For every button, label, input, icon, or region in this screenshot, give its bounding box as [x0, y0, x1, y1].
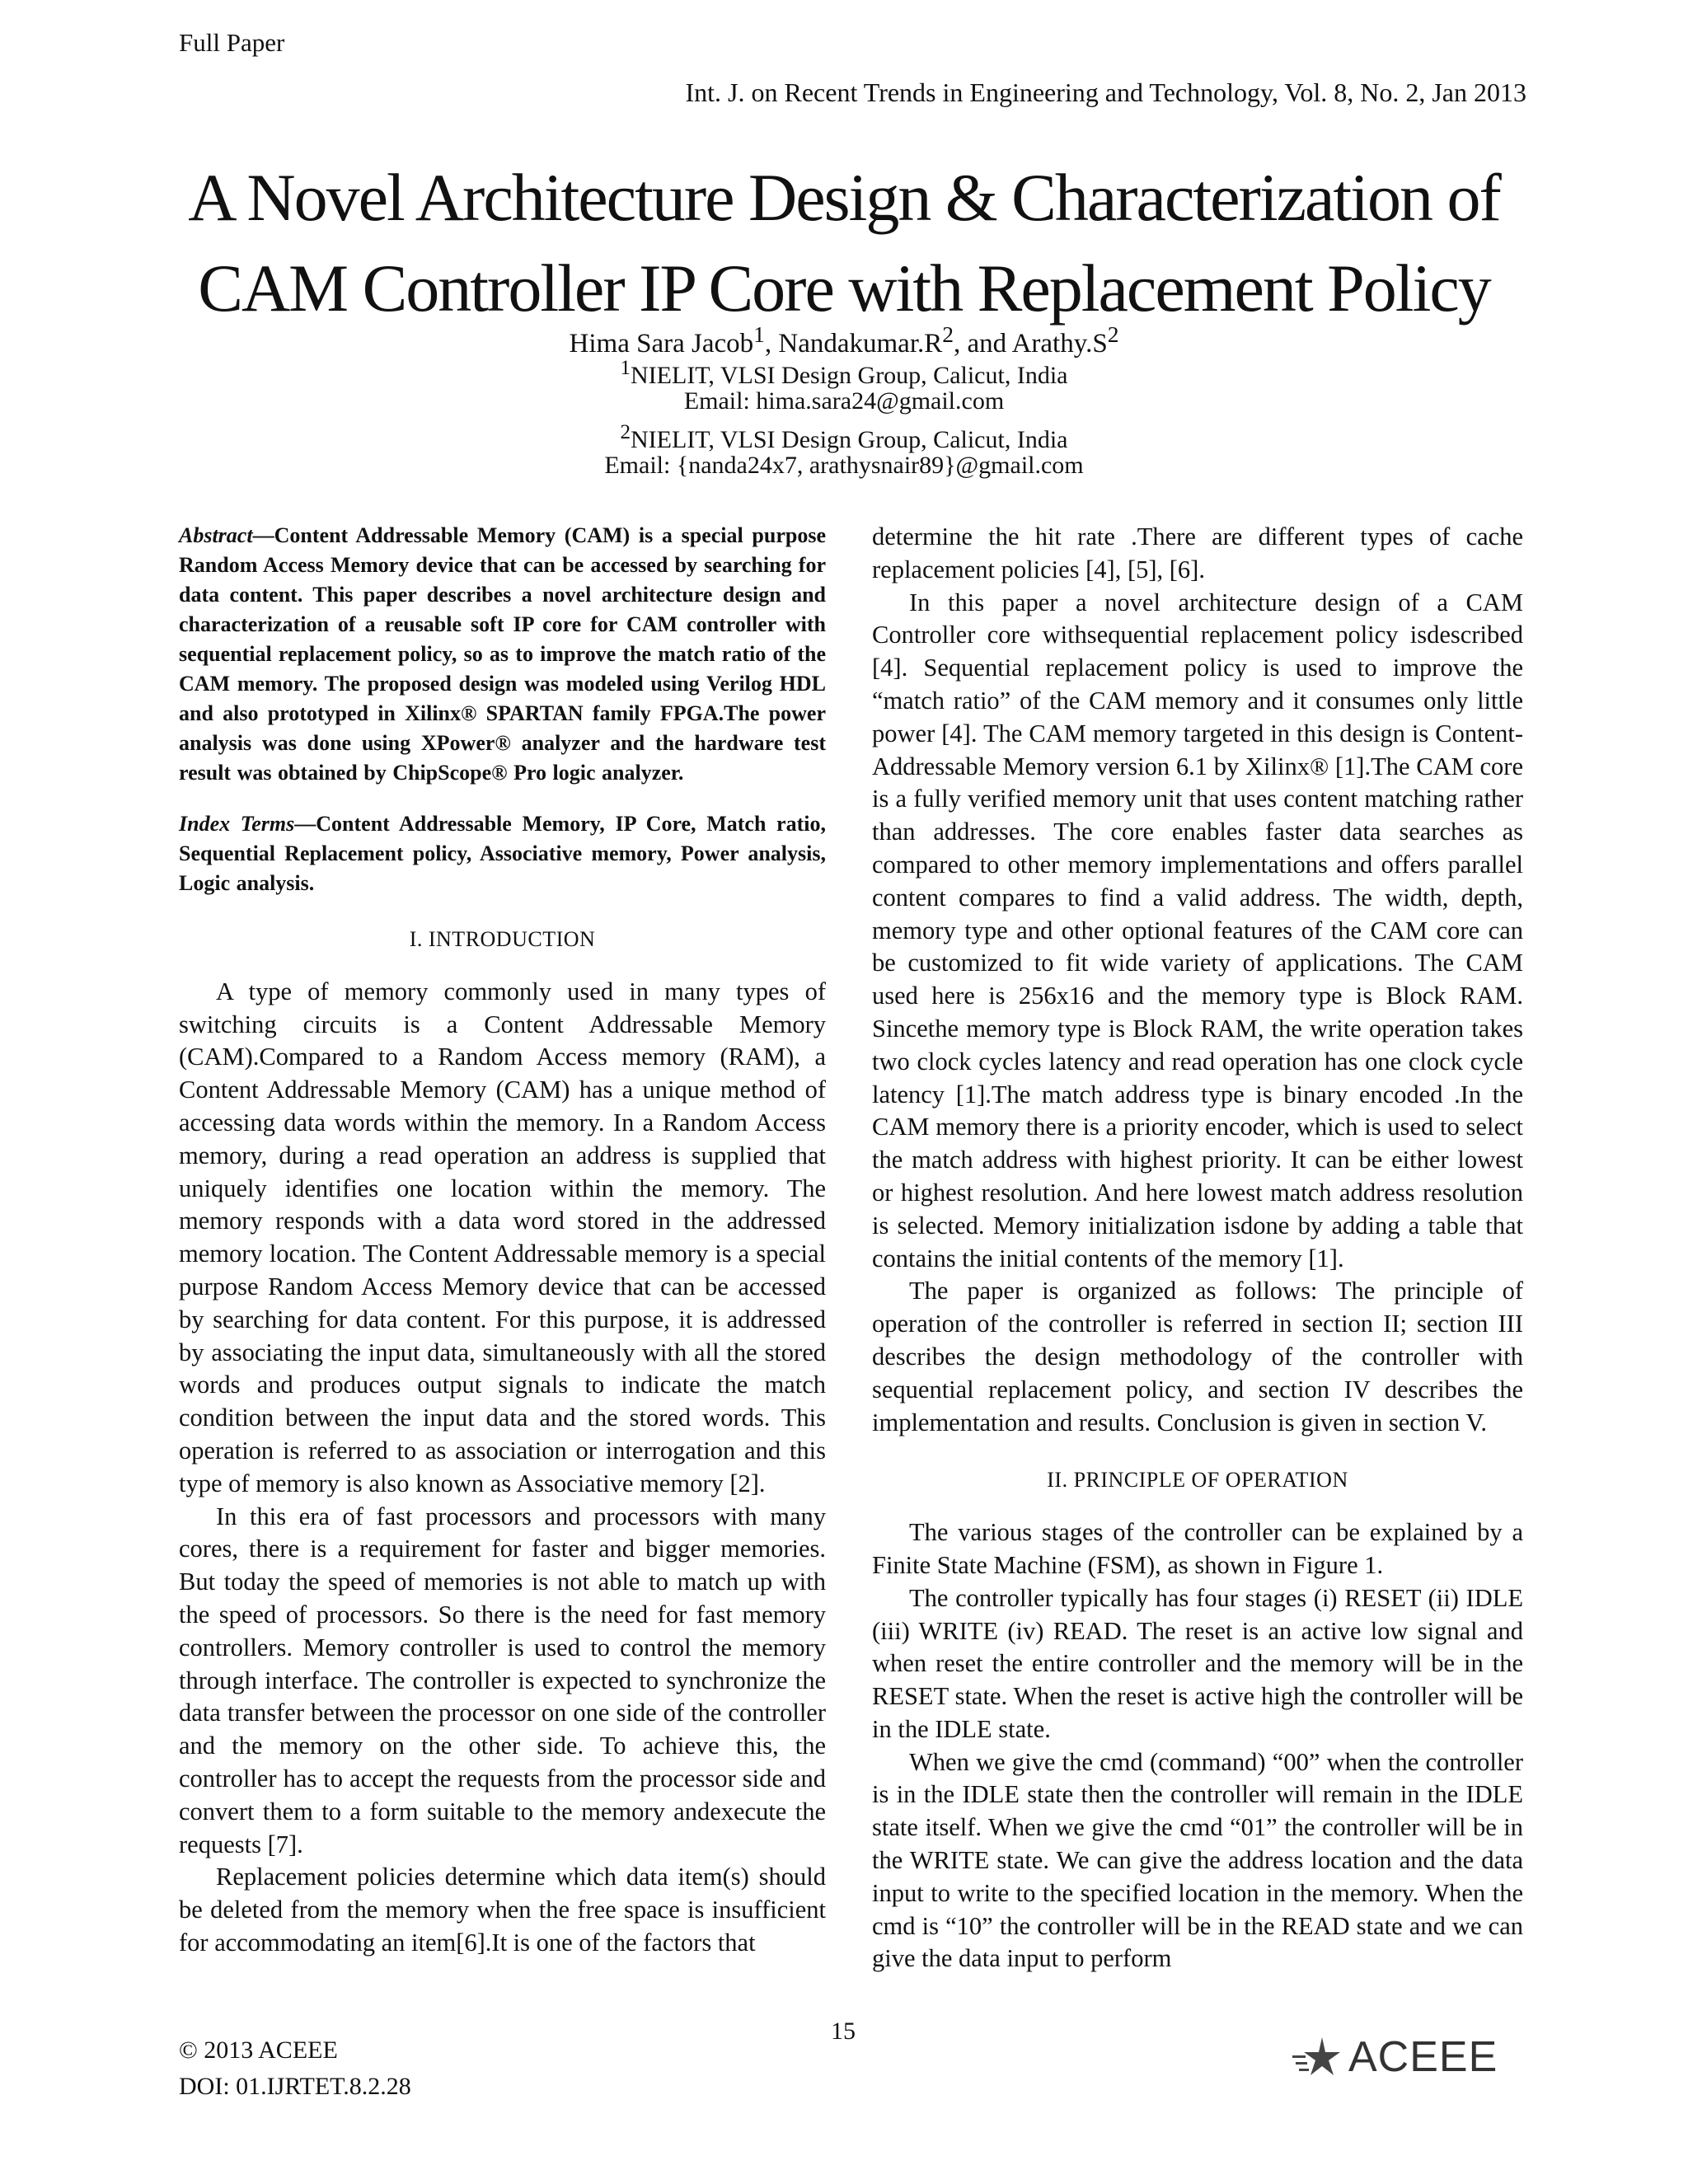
left-column [179, 521, 826, 1960]
section-1-title: NTRODUCTION [436, 927, 596, 951]
footer-info [179, 2032, 411, 2105]
section-1-num: I. I [409, 927, 437, 951]
intro-paragraph-4: In this paper a novel architecture design of a CAM Controller core withsequential replacement policy isdescribed [4]. Sequential replacement policy is used to improve the “match ratio” of the CAM memory and it consumes only little power [4]. The CAM memory targeted in this design is Content-Addressable Memory version 6.1 by Xilinx® [1].The CAM core is a fully verified memory unit that uses content matching rather than addresses. The core enables faster data searches as compared to other memory implementations and offers parallel content compares to find a valid address. The width, depth, memory type and other optional features of the CAM core can be customized to fit wide variety of applications. The CAM used here is 256x16 and the memory type is Block RAM. Sincethe memory type is Block RAM, the write operation takes two clock cycles latency and read operation has one clock cycle latency [1].The match address type is binary encoded .In the CAM memory there is a priority encoder, which is used to select the match address with highest priority. It can be either lowest or highest resolution. And here lowest match address resolution is selected. Memory initialization isdone by adding a table that contains the initial contents of the memory [1]. [872, 588, 1523, 1272]
title-line-2: CAM Controller IP Core with Replacement Policy [198, 251, 1490, 326]
affiliation-1-sup: 1 [620, 357, 631, 379]
abstract-lead: Abstract [179, 523, 253, 547]
author-1: Hima Sara Jacob [569, 329, 754, 359]
title-line-1: A Novel Architecture Design & Characterization of [188, 160, 1500, 235]
intro-paragraph-3: Replacement policies determine which data item(s) should be deleted from the memory when the free space is insufficient for accommodating an item[6].It is one of the factors that [179, 1863, 826, 1957]
paper-title [132, 152, 1556, 334]
right-continued-paragraph: determine the hit rate .There are different types of cache replacement policies [4], [5], [6]. [872, 523, 1523, 583]
doi: DOI: 01.IJRTET.8.2.28 [179, 2073, 411, 2100]
principle-paragraph-2: The controller typically has four stages (i) RESET (ii) IDLE (iii) WRITE (iv) READ. The reset is an active low signal and when reset the entire controller and the memory will be in the RESET state. When the reset is active high the controller will be in the IDLE state. [872, 1583, 1523, 1743]
journal-citation: Int. J. on Recent Trends in Engineering and Technology, Vol. 8, No. 2, Jan 2013 [685, 77, 1526, 107]
author-2: , Nandakumar.R [764, 329, 943, 359]
intro-paragraph-5: The paper is organized as follows: The principle of operation of the controller is referred in section II; section III describes the design methodology of the controller with sequential replacement policy, and section IV describes the implementation and results. Conclusion is given in section V. [872, 1277, 1523, 1436]
author-3-sup: 2 [1107, 321, 1119, 347]
affiliation-email-1: Email: hima.sara24@gmail.com [683, 387, 1005, 415]
intro-paragraph-1: A type of memory commonly used in many types of switching circuits is a Content Addressable Memory (CAM).Compared to a Random Access memory (RAM), a Content Addressable Memory (CAM) has a unique method of accessing data words within the memory. In a Random Access memory, during a read operation an address is supplied that uniquely identifies one location within the memory. The memory responds with a data word stored in the addressed memory location. The Content Addressable memory is a special purpose Random Access Memory device that can be accessed by searching for data content. For this purpose, it is addressed by associating the input data, simultaneously with all the stored words and produces output signals to indicate the match condition between the input data and the stored words. This operation is referred to as association or interrogation and this type of memory is also known as Associative memory [2]. [179, 977, 826, 1497]
logo-text: ACEEE [1348, 2033, 1498, 2081]
section-2-num: II. P [1047, 1468, 1086, 1493]
header-label: Full Paper [179, 28, 285, 57]
copyright: © 2013 ACEEE [179, 2036, 338, 2064]
author-1-sup: 1 [753, 321, 765, 347]
section-heading-principle [872, 1464, 1523, 1497]
principle-paragraph-1: The various stages of the controller can be explained by a Finite State Machine (FSM), as shown in Figure 1. [872, 1518, 1523, 1579]
author-3: , and Arathy.S [954, 329, 1108, 359]
principle-paragraph-3: When we give the cmd (command) “00” when the controller is in the IDLE state then the controller will remain in the IDLE state itself. When we give the cmd “01” the controller will be in the WRITE state. We can give the address location and the data input to write to the specified location in the memory. When the cmd is “10” the controller will be in the READ state and we can give the data input to perform [872, 1747, 1523, 1973]
publisher-logo [1292, 2032, 1523, 2082]
right-column [872, 521, 1523, 1975]
affiliation-2-text: NIELIT, VLSI Design Group, Calicut, India [631, 426, 1068, 453]
section-heading-introduction [179, 923, 826, 956]
index-terms-lead: Index Terms [179, 812, 295, 836]
abstract-text: —Content Addressable Memory (CAM) is a special purpose Random Access Memory device that can be accessed by searching for data content. This paper describes a novel architecture design and characterization of a reusable soft IP core for CAM controller with sequential replacement policy, so as to improve the match ratio of the CAM memory. The proposed design was modeled using Verilog HDL and also prototyped in Xilinx® SPARTAN family FPGA.The power analysis was done using XPower® analyzer and the hardware test result was obtained by ChipScope® Pro logic analyzer. [179, 523, 826, 785]
affiliation-email-2: Email: {nanda24x7, arathysnair89}@gmail.com [604, 452, 1084, 479]
page-number: 15 [831, 2018, 856, 2045]
aceee-star-icon [1292, 2034, 1343, 2080]
affiliation-2-sup: 2 [620, 421, 631, 443]
abstract [179, 521, 826, 788]
section-2-title-mid: O [1219, 1468, 1242, 1493]
index-terms [179, 809, 826, 898]
author-2-sup: 2 [942, 321, 954, 347]
section-2-title-a: RINCIPLE OF [1085, 1468, 1220, 1493]
intro-paragraph-2: In this era of fast processors and processors with many cores, there is a requirement for faster and bigger memories. But today the speed of memories is not able to match up with the speed of processors. So there is the need for fast memory controllers. Memory controller is used to control the memory through interface. The controller is expected to synchronize the data transfer between the processor on one side of the controller and the memory on the other side. To achieve this, the controller has to accept the requests from the processor side and convert them to a form suitable to the memory andexecute the requests [7]. [179, 1502, 826, 1858]
index-terms-text: —Content Addressable Memory, IP Core, Match ratio, Sequential Replacement policy, Associative memory, Power analysis, Logic analysis. [179, 812, 826, 895]
section-2-title-b: PERATION [1241, 1468, 1348, 1493]
affiliation-1-text: NIELIT, VLSI Design Group, Calicut, India [631, 362, 1068, 389]
